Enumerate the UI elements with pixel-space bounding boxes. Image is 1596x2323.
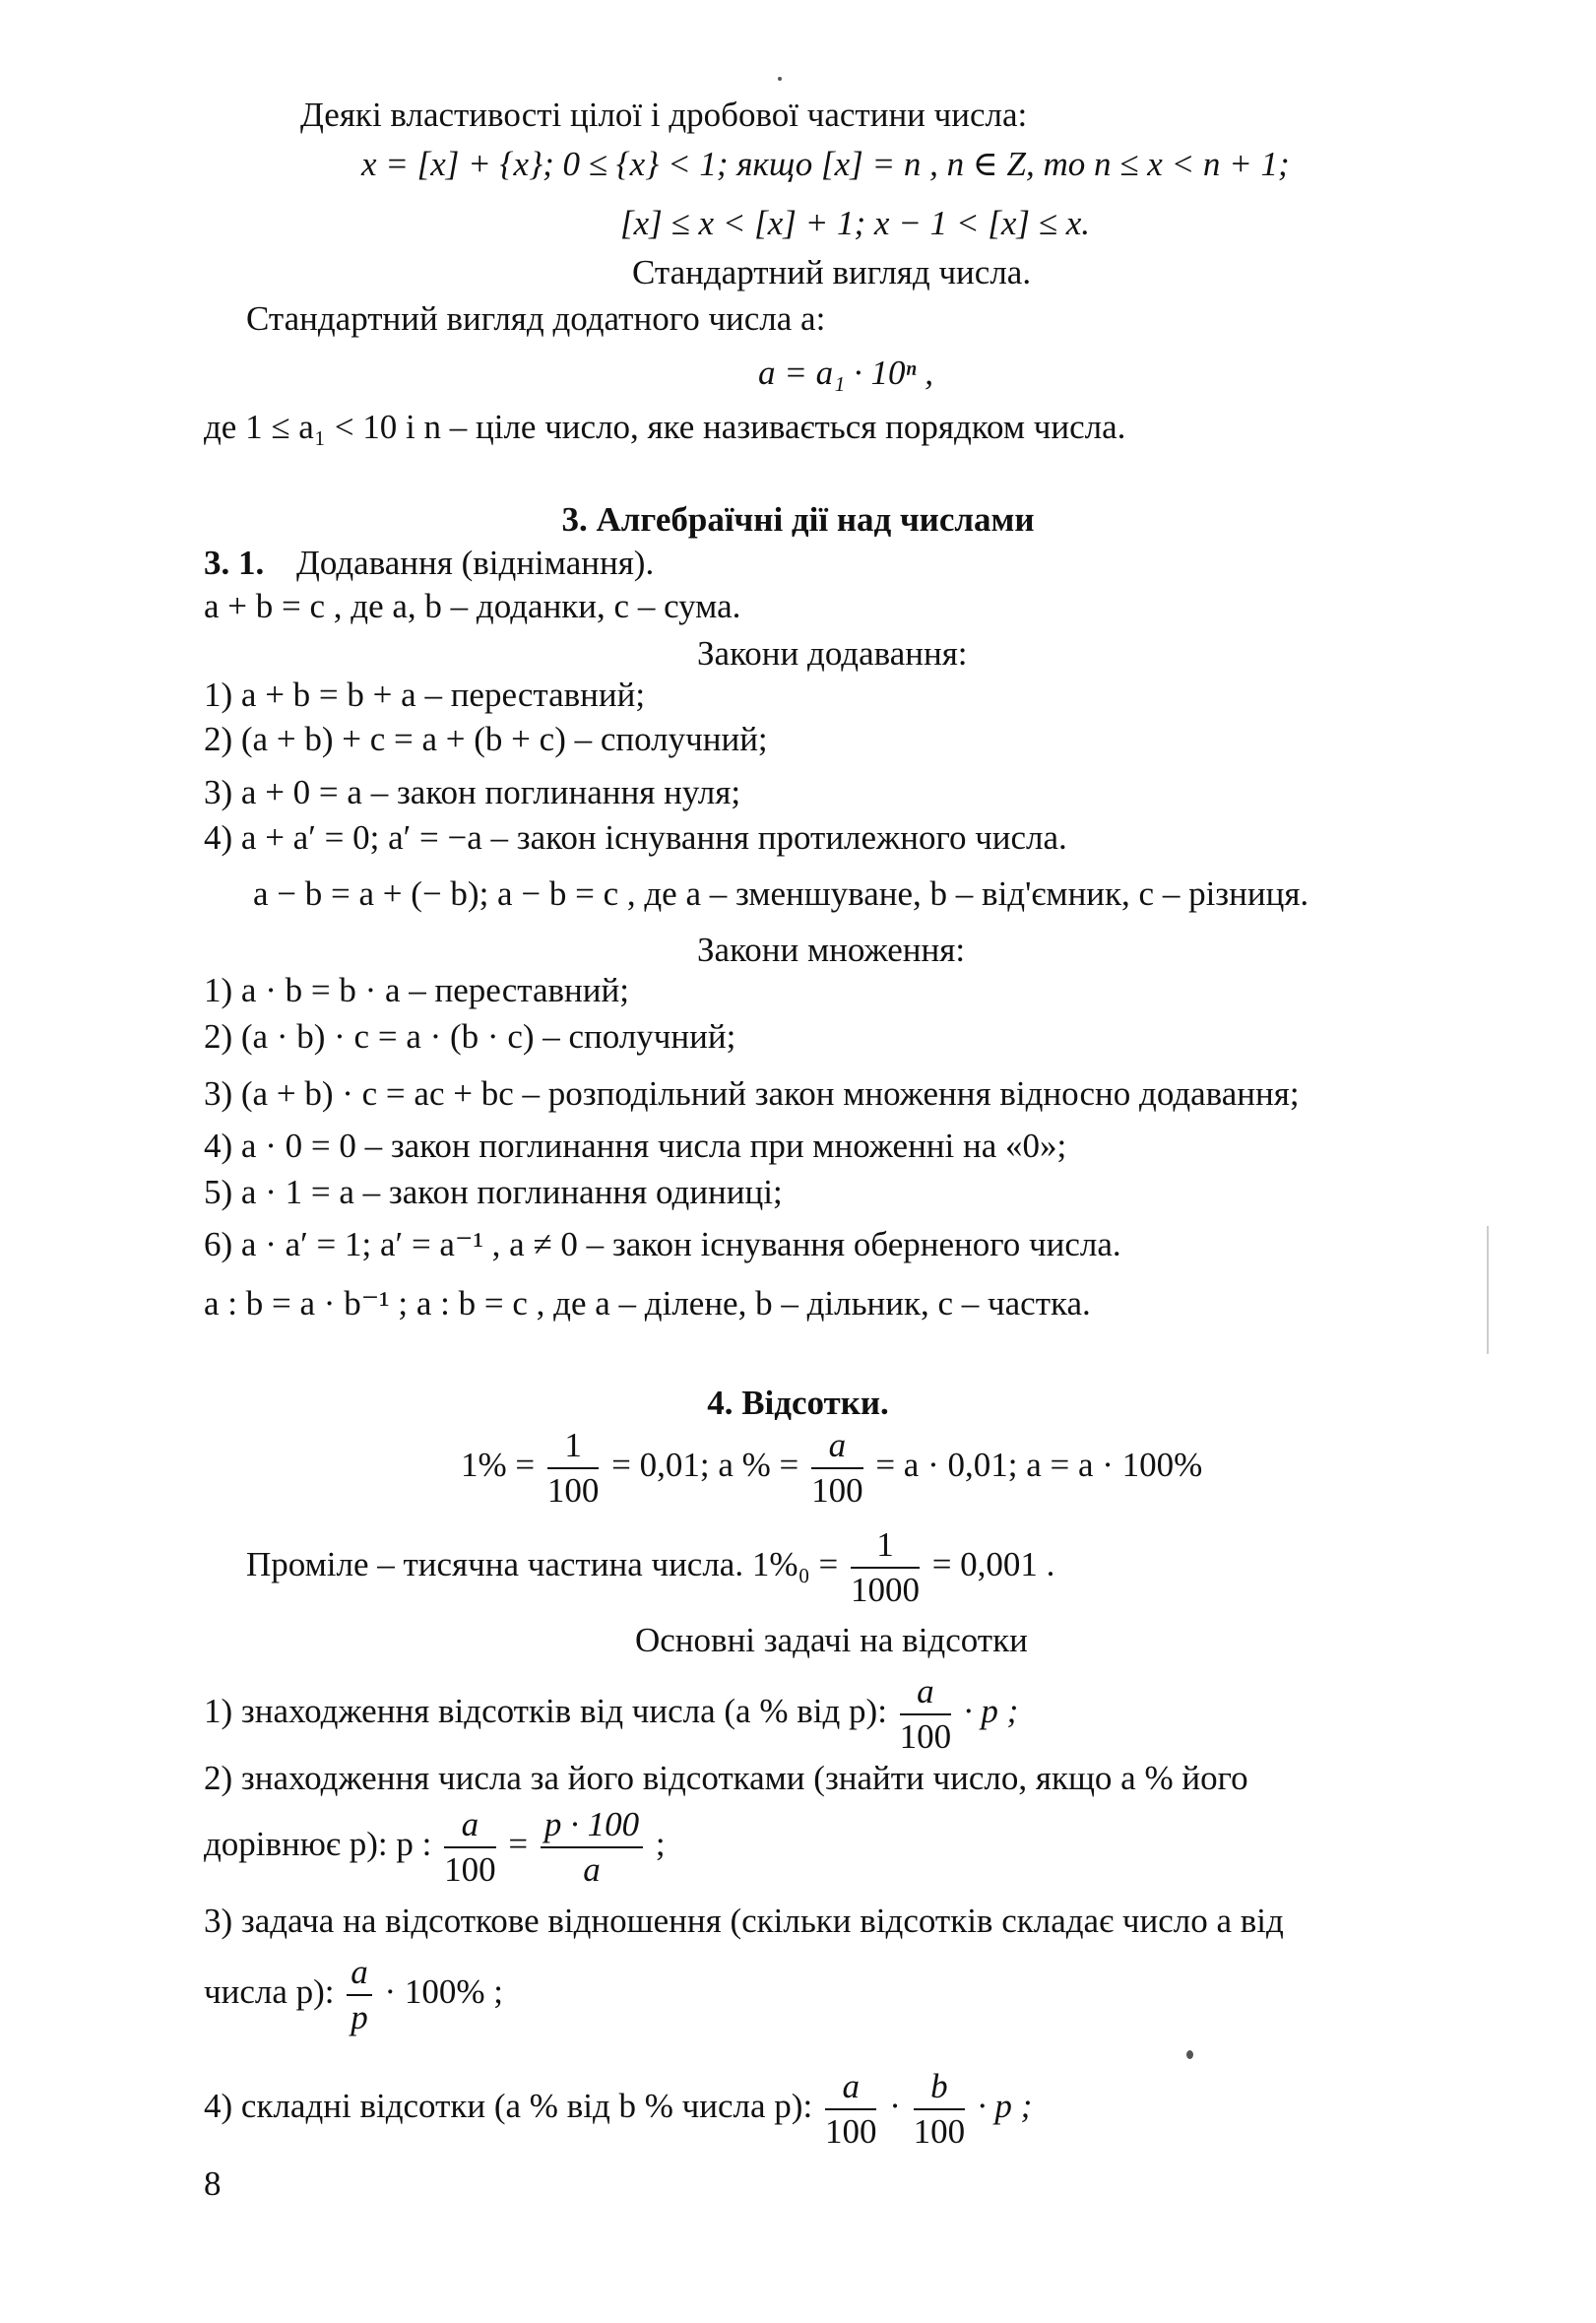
fraction-denominator: 1000 xyxy=(850,1571,920,1609)
fraction-numerator: a xyxy=(347,1951,372,1996)
percent-task-4 xyxy=(204,2065,1032,2154)
fraction-one-thousandth xyxy=(851,1523,920,1612)
standard-form-text: Стандартний вигляд додатного числа a: xyxy=(246,299,826,338)
fraction-numerator: a xyxy=(811,1424,863,1469)
fraction-p100-over-a xyxy=(541,1803,643,1892)
percent-tasks-heading: Основні задачі на відсотки xyxy=(635,1621,1028,1659)
percent-task-3-line-1: 3) задача на відсоткове відношення (скільки відсотків складає число a від xyxy=(204,1902,1284,1940)
props-title: Деякі властивості цілої і дробової частини числа: xyxy=(300,96,1028,134)
subsection-3-1 xyxy=(204,543,654,584)
task-2-tail: ; xyxy=(655,1825,666,1864)
fraction-one-hundredth xyxy=(547,1424,600,1513)
multiplication-law-1: 1) a · b = b · a – переставний; xyxy=(204,971,629,1009)
fraction-a-over-100 xyxy=(900,1670,952,1759)
fraction-denominator: 100 xyxy=(913,2112,966,2151)
task-4-text: 4) складні відсотки (a % від b % числа p): xyxy=(204,2087,813,2126)
equals-sign: = xyxy=(508,1825,529,1864)
division-definition: a : b = a · b⁻¹ ; a : b = c , де a – ділене, b – дільник, c – частка. xyxy=(204,1284,1091,1323)
fraction-numerator: a xyxy=(900,1670,952,1715)
fraction-a-over-100 xyxy=(444,1803,496,1892)
addition-law-2: 2) (a + b) + c = a + (b + c) – сполучний; xyxy=(204,720,768,758)
task-2-text: дорівнює p): p : xyxy=(204,1825,432,1864)
multiplication-law-3: 3) (a + b) · c = ac + bc – розподільний закон множення відносно додавання; xyxy=(204,1074,1300,1113)
subsection-number: 3. 1. xyxy=(204,544,265,582)
percent-task-1 xyxy=(204,1670,1018,1759)
multiplication-law-6: 6) a · a′ = 1; a′ = a⁻¹ , a ≠ 0 – закон існування оберненого числа. xyxy=(204,1225,1121,1263)
percent-formula-part-c: = a · 0,01; a = a · 100% xyxy=(875,1446,1203,1485)
fraction-a-over-100 xyxy=(825,2065,877,2154)
fraction-numerator: a xyxy=(825,2065,877,2110)
fraction-denominator: 100 xyxy=(444,1850,496,1889)
subsection-title: Додавання (віднімання). xyxy=(296,544,655,582)
multiply-dot: · xyxy=(889,2087,901,2126)
permille-text: Проміле – тисячна частина числа. 1%₀ = xyxy=(246,1545,839,1584)
percent-formula-part-b: = 0,01; a % = xyxy=(611,1446,799,1485)
percent-task-3-line-2 xyxy=(204,1951,503,2039)
fraction-numerator: b xyxy=(914,2065,966,2110)
formula-integer-part-1: x = [x] + {x}; 0 ≤ {x} < 1; якщо [x] = n , n ∈ Z, то n ≤ x < n + 1; xyxy=(361,145,1290,183)
percent-task-2-line-1: 2) знаходження числа за його відсотками (знайти число, якщо a % його xyxy=(204,1759,1248,1797)
fraction-numerator: 1 xyxy=(547,1424,600,1469)
addition-law-1: 1) a + b = b + a – переставний; xyxy=(204,676,646,714)
permille-value: = 0,001 . xyxy=(931,1545,1055,1584)
fraction-numerator: 1 xyxy=(851,1523,920,1569)
percent-task-2-line-2 xyxy=(204,1803,666,1892)
fraction-denominator: p xyxy=(351,1998,368,2036)
permille-definition xyxy=(246,1523,1054,1612)
subtraction-definition: a − b = a + (− b); a − b = c , де a – зменшуване, b – від'ємник, c – різниця. xyxy=(253,874,1309,913)
fraction-a-over-100 xyxy=(811,1424,863,1513)
task-3-text: числа p): xyxy=(204,1972,335,2012)
fraction-b-over-100 xyxy=(914,2065,966,2154)
task-4-tail: · p ; xyxy=(977,2087,1033,2126)
multiplication-law-2: 2) (a · b) · c = a · (b · c) – сполучний; xyxy=(204,1017,736,1056)
addition-law-4: 4) a + a′ = 0; a′ = −a – закон існування протилежного числа. xyxy=(204,818,1067,857)
multiplication-laws-heading: Закони множення: xyxy=(697,931,966,969)
task-3-tail: · 100% ; xyxy=(384,1972,504,2012)
addition-law-3: 3) a + 0 = a – закон поглинання нуля; xyxy=(204,773,741,811)
multiplication-law-4: 4) a · 0 = 0 – закон поглинання числа при множенні на «0»; xyxy=(204,1127,1067,1165)
fraction-denominator: 100 xyxy=(811,1471,863,1510)
scan-speck xyxy=(1186,2050,1193,2059)
task-1-tail: · p ; xyxy=(963,1692,1019,1731)
fraction-denominator: 100 xyxy=(899,1717,952,1756)
section-4-title: 4. Відсотки. xyxy=(707,1384,889,1422)
fraction-denominator: 100 xyxy=(824,2112,877,2151)
fraction-denominator: a xyxy=(583,1850,601,1889)
page-number: 8 xyxy=(204,2164,222,2203)
addition-laws-heading: Закони додавання: xyxy=(697,634,968,673)
section-3-title: 3. Алгебраїчні дії над числами xyxy=(561,500,1035,539)
fraction-numerator: p · 100 xyxy=(541,1803,643,1848)
standard-form-heading: Стандартний вигляд числа. xyxy=(632,253,1032,291)
formula-integer-part-2: [x] ≤ x < [x] + 1; x − 1 < [x] ≤ x. xyxy=(620,204,1090,242)
standard-form-formula: a = a₁ · 10ⁿ , xyxy=(758,354,934,392)
standard-form-description: де 1 ≤ a₁ < 10 і n – ціле число, яке називається порядком числа. xyxy=(204,408,1126,446)
multiplication-law-5: 5) a · 1 = a – закон поглинання одиниці; xyxy=(204,1173,783,1211)
percent-formula-part-a: 1% = xyxy=(461,1446,536,1485)
fraction-denominator: 100 xyxy=(546,1471,600,1510)
sum-definition: a + b = c , де a, b – доданки, c – сума. xyxy=(204,587,741,625)
fraction-numerator: a xyxy=(444,1803,496,1848)
scan-speck xyxy=(778,77,782,81)
task-1-text: 1) знаходження відсотків від числа (a % від p): xyxy=(204,1692,887,1731)
fraction-a-over-p xyxy=(347,1951,372,2039)
percent-formula xyxy=(461,1424,1202,1513)
scan-edge-mark xyxy=(1487,1226,1489,1354)
